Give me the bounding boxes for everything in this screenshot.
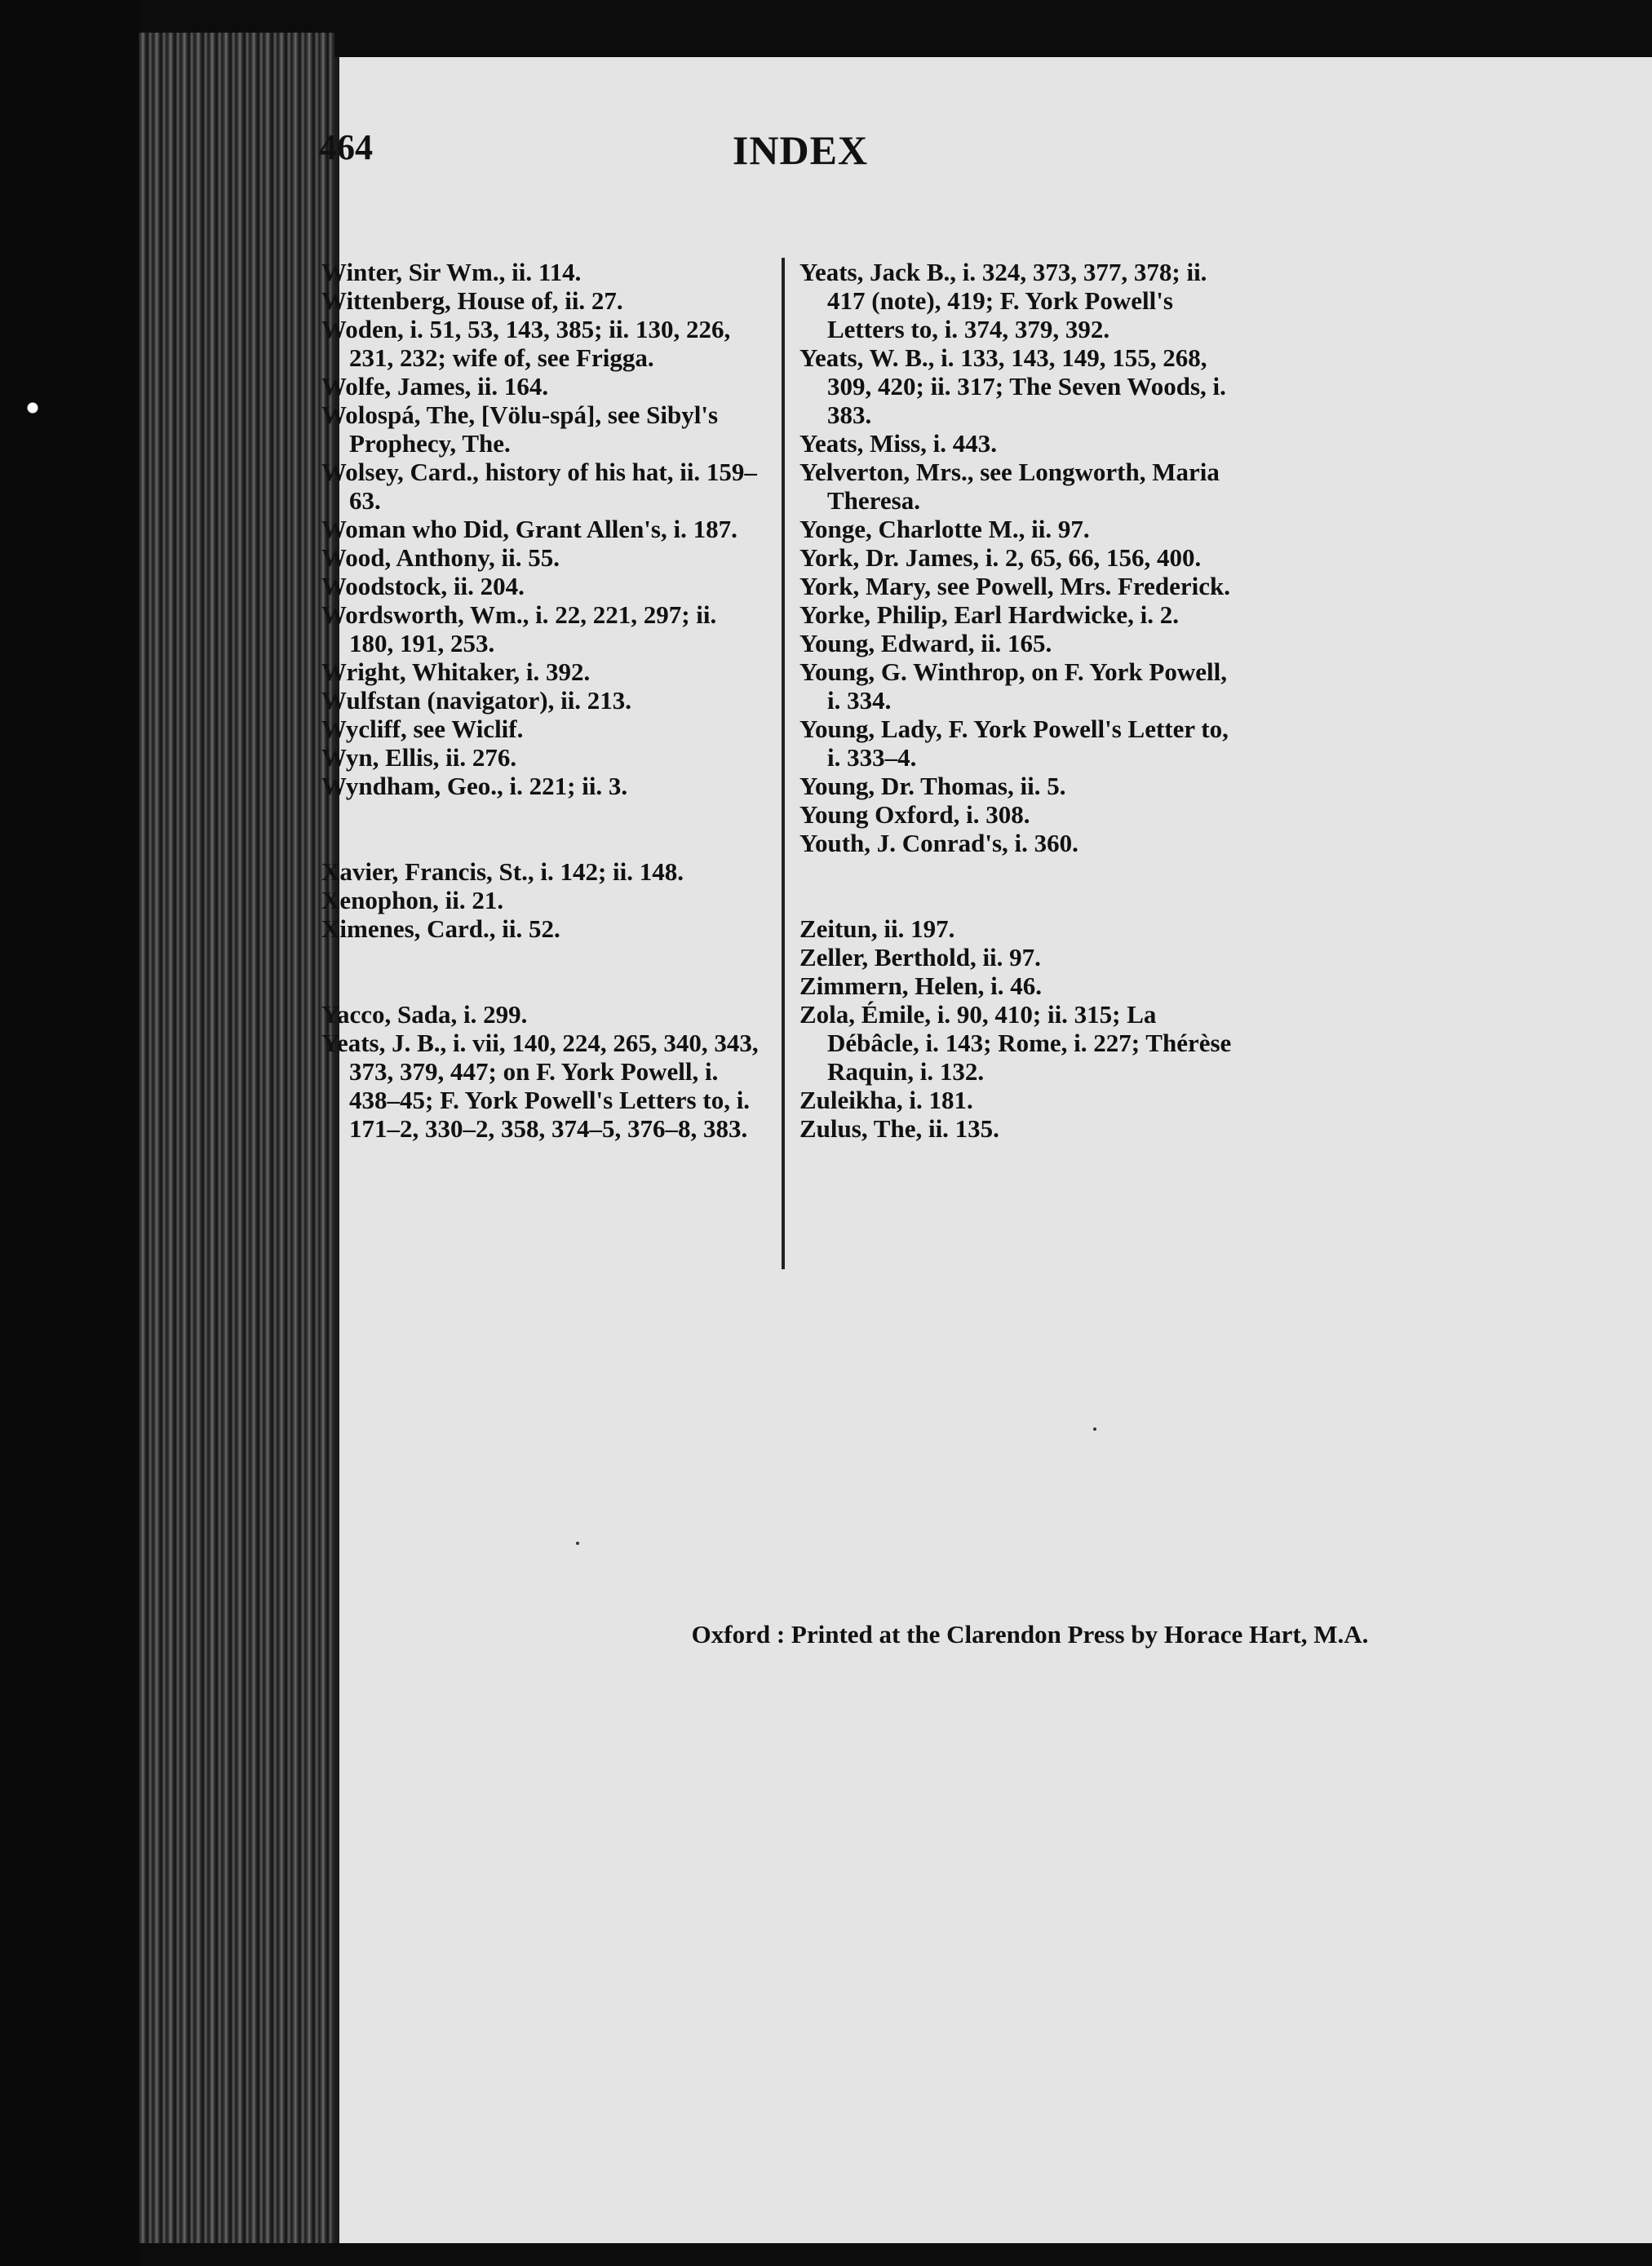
index-entry: Yonge, Charlotte M., ii. 97. <box>799 515 1090 543</box>
speck <box>1093 1427 1096 1431</box>
index-column-right <box>799 258 1240 1143</box>
index-entry: Xenophon, ii. 21. <box>321 886 504 914</box>
scan-background <box>0 0 139 2266</box>
index-entry: Ximenes, Card., ii. 52. <box>321 914 560 943</box>
index-entry: Wulfstan (navigator), ii. 213. <box>321 686 632 715</box>
index-entry: Young Oxford, i. 308. <box>799 800 1030 829</box>
index-entry: Yorke, Philip, Earl Hardwicke, i. 2. <box>799 600 1179 629</box>
index-entry: Zuleikha, i. 181. <box>799 1086 973 1114</box>
index-entry: Wyn, Ellis, ii. 276. <box>321 743 517 772</box>
index-entry: Wood, Anthony, ii. 55. <box>321 543 560 572</box>
index-entry: Yeats, Jack B., i. 324, 373, 377, 378; ii. 417 (note), 419; F. York Powell's Letters to, i. 374, 379, 392. <box>799 258 1207 343</box>
index-entry: Wycliff, see Wiclif. <box>321 715 524 743</box>
book-page-edges <box>139 33 334 2243</box>
index-entry: York, Mary, see Powell, Mrs. Frederick. <box>799 572 1230 600</box>
index-entry: Wordsworth, Wm., i. 22, 221, 297; ii. 180, 191, 253. <box>321 600 717 657</box>
index-entry: York, Dr. James, i. 2, 65, 66, 156, 400. <box>799 543 1202 572</box>
index-entry: Zeller, Berthold, ii. 97. <box>799 943 1041 971</box>
index-entry: Yeats, J. B., i. vii, 140, 224, 265, 340, 343, 373, 379, 447; on F. York Powell, i. 438–45; F. York Powell's Letters to, i. 171–2, 330–2, 358, 374–5, 376–8, 383. <box>321 1029 759 1143</box>
index-entry: Winter, Sir Wm., ii. 114. <box>321 258 582 286</box>
page-number: 464 <box>319 127 373 167</box>
index-entry: Woden, i. 51, 53, 143, 385; ii. 130, 226, 231, 232; wife of, see Frigga. <box>321 315 731 372</box>
index-entry: Wolsey, Card., history of his hat, ii. 159–63. <box>321 458 757 515</box>
index-entry: Wittenberg, House of, ii. 27. <box>321 286 623 315</box>
index-entry: Young, Lady, F. York Powell's Letter to, i. 333–4. <box>799 715 1229 772</box>
index-entry: Yacco, Sada, i. 299. <box>321 1000 528 1029</box>
section-gap <box>799 857 1240 914</box>
speck <box>576 1542 579 1545</box>
index-entry: Yeats, W. B., i. 133, 143, 149, 155, 268, 309, 420; ii. 317; The Seven Woods, i. 383. <box>799 343 1226 429</box>
index-entry: Wolospá, The, [Völu-spá], see Sibyl's Prophecy, The. <box>321 401 719 458</box>
index-entry: Woodstock, ii. 204. <box>321 572 525 600</box>
index-entry: Woman who Did, Grant Allen's, i. 187. <box>321 515 737 543</box>
index-entry: Young, Edward, ii. 165. <box>799 629 1052 657</box>
index-entry: Zulus, The, ii. 135. <box>799 1114 999 1143</box>
index-entry: Wyndham, Geo., i. 221; ii. 3. <box>321 772 628 800</box>
index-column-left <box>321 258 762 1143</box>
index-entry: Zola, Émile, i. 90, 410; ii. 315; La Débâcle, i. 143; Rome, i. 227; Thérèse Raquin, i. 132. <box>799 1000 1232 1086</box>
index-entry: Youth, J. Conrad's, i. 360. <box>799 829 1078 857</box>
section-gap <box>321 800 762 857</box>
index-entry: Wright, Whitaker, i. 392. <box>321 657 591 686</box>
index-entry: Zeitun, ii. 197. <box>799 914 955 943</box>
index-entry: Young, G. Winthrop, on F. York Powell, i. 334. <box>799 657 1227 715</box>
page-title: INDEX <box>732 127 869 173</box>
index-entry: Wolfe, James, ii. 164. <box>321 372 549 401</box>
index-entry: Yeats, Miss, i. 443. <box>799 429 997 458</box>
index-entry: Xavier, Francis, St., i. 142; ii. 148. <box>321 857 684 886</box>
column-divider <box>782 258 785 1269</box>
index-entry: Zimmern, Helen, i. 46. <box>799 971 1043 1000</box>
printer-imprint: Oxford : Printed at the Clarendon Press by Horace Hart, M.A. <box>691 1620 1369 1649</box>
section-gap <box>321 943 762 1000</box>
index-entry: Young, Dr. Thomas, ii. 5. <box>799 772 1066 800</box>
running-head <box>319 126 1282 184</box>
index-entry: Yelverton, Mrs., see Longworth, Maria Theresa. <box>799 458 1220 515</box>
